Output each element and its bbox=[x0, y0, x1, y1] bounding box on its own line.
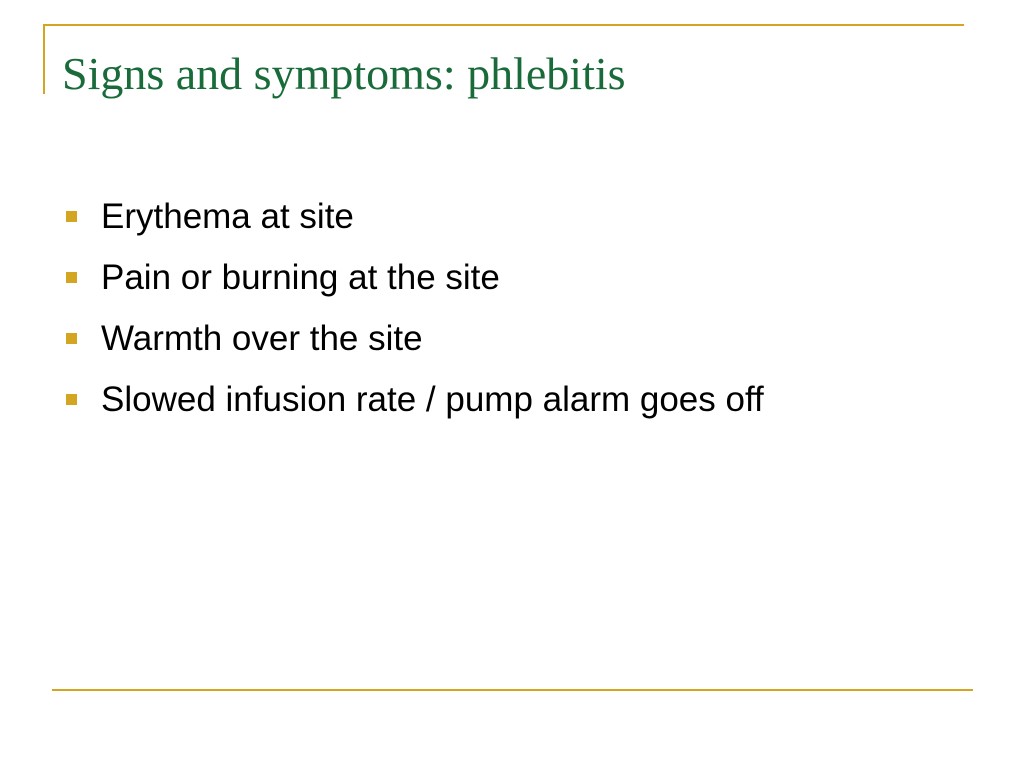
bullet-item bbox=[66, 247, 764, 308]
square-bullet-icon bbox=[66, 211, 77, 222]
bullet-list bbox=[66, 186, 764, 430]
bullet-item bbox=[66, 186, 764, 247]
slide-title: Signs and symptoms: phlebitis bbox=[62, 48, 626, 99]
top-rule bbox=[43, 24, 964, 26]
bullet-text: Warmth over the site bbox=[101, 318, 423, 358]
left-rule bbox=[43, 24, 45, 94]
bullet-text: Erythema at site bbox=[101, 196, 354, 236]
bottom-rule bbox=[52, 689, 973, 691]
bullet-text: Slowed infusion rate / pump alarm goes off bbox=[101, 379, 764, 419]
bullet-item bbox=[66, 308, 764, 369]
square-bullet-icon bbox=[66, 394, 77, 405]
bullet-item bbox=[66, 369, 764, 430]
square-bullet-icon bbox=[66, 272, 77, 283]
square-bullet-icon bbox=[66, 333, 77, 344]
bullet-text: Pain or burning at the site bbox=[101, 257, 500, 297]
